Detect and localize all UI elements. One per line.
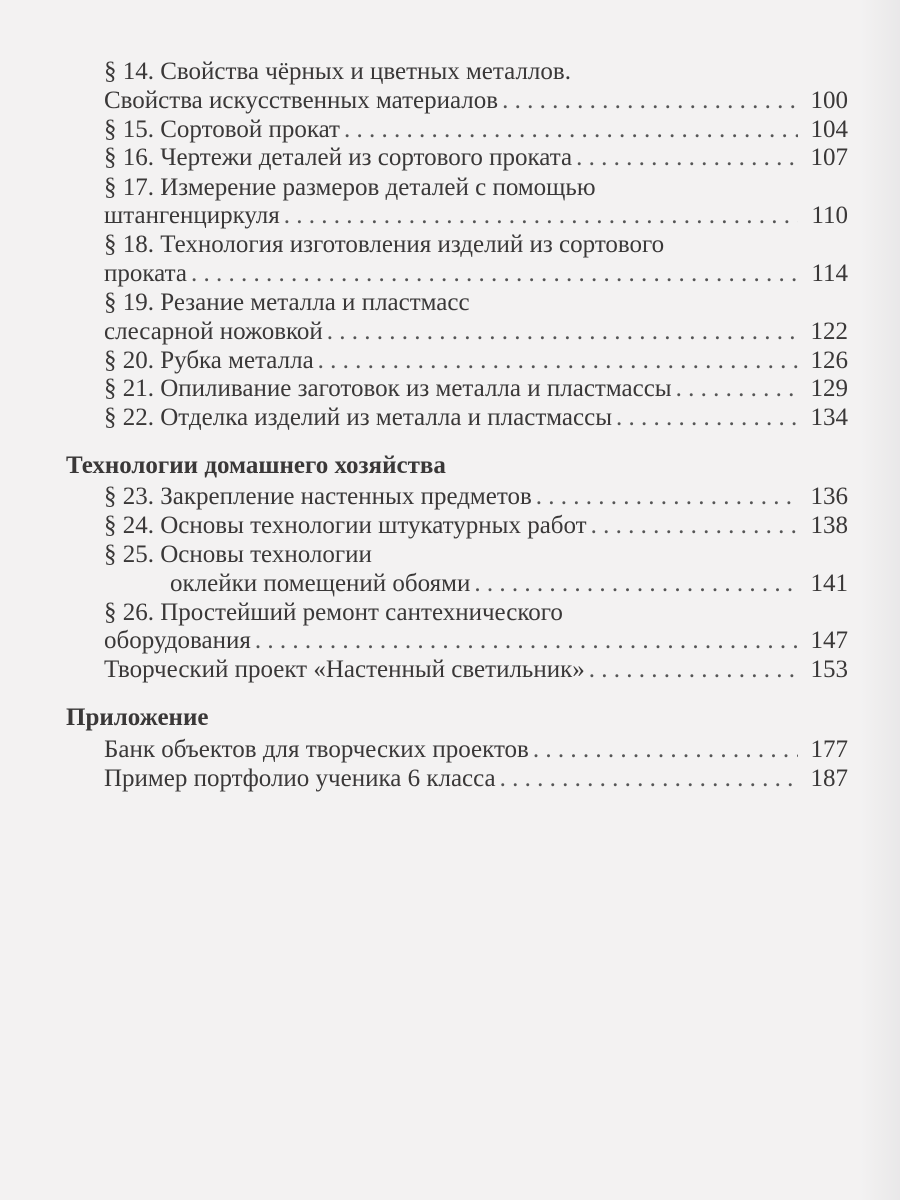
toc-entry-title: § 23. Закрепление настенных предметов	[104, 483, 532, 510]
toc-entry	[104, 403, 848, 433]
toc-page-number: 147	[810, 627, 848, 654]
toc-entry	[104, 288, 848, 318]
toc-page-number: 107	[810, 144, 848, 171]
dot-leader	[589, 655, 798, 685]
toc-entry-title: § 14. Свойства чёрных и цветных металлов.	[104, 58, 571, 85]
dot-leader	[591, 511, 798, 541]
toc-entry	[104, 626, 848, 656]
toc-entry	[104, 764, 848, 794]
toc-entry	[104, 735, 848, 765]
toc-entry-title: § 26. Простейший ремонт сантехнического	[104, 599, 563, 626]
toc-page-number: 122	[810, 318, 848, 345]
dot-leader	[616, 403, 798, 433]
toc-page-number: 104	[810, 116, 848, 143]
toc-page-number: 129	[810, 375, 848, 402]
toc-entry	[104, 511, 848, 541]
toc-entry-title: § 25. Основы технологии	[104, 541, 372, 568]
toc-entry	[104, 655, 848, 685]
dot-leader	[255, 626, 798, 656]
toc-entry	[170, 569, 848, 599]
toc-entry	[104, 86, 848, 116]
toc-entry-title: § 20. Рубка металла	[104, 347, 314, 374]
dot-leader	[284, 201, 798, 231]
toc-page-number: 100	[810, 87, 848, 114]
toc-entry	[104, 115, 848, 145]
dot-leader	[474, 569, 798, 599]
toc-entry-title: Свойства искусственных материалов	[104, 87, 499, 114]
toc-entry-title: слесарной ножовкой	[104, 318, 323, 345]
toc-entry	[104, 173, 848, 203]
toc-entry	[104, 230, 848, 260]
toc-page-number: 138	[810, 512, 848, 539]
dot-leader	[344, 115, 798, 145]
toc-entry	[104, 540, 848, 570]
dot-leader	[327, 317, 798, 347]
toc-entry-title: § 17. Измерение размеров деталей с помощью	[104, 174, 596, 201]
toc-page-number: 187	[810, 765, 848, 792]
dot-leader	[576, 143, 798, 173]
section-heading-appendix: Приложение	[66, 704, 209, 731]
toc-entry	[104, 201, 848, 231]
dot-leader	[500, 764, 798, 794]
toc-entry	[104, 143, 848, 173]
dot-leader	[536, 482, 798, 512]
toc-entry-title: § 18. Технология изготовления изделий из сортового	[104, 231, 665, 258]
dot-leader	[676, 374, 798, 404]
toc-entry	[104, 482, 848, 512]
toc-entry	[104, 346, 848, 376]
toc-entry-title: штангенциркуля	[104, 202, 280, 229]
toc-entry	[104, 259, 848, 289]
toc-page-number: 110	[811, 202, 848, 229]
toc-entry-title: § 22. Отделка изделий из металла и пластмассы	[104, 404, 613, 431]
toc-entry-title: § 19. Резание металла и пластмасс	[104, 289, 470, 316]
toc-entry-title: оборудования	[104, 627, 251, 654]
toc-entry-title: § 24. Основы технологии штукатурных работ	[104, 512, 587, 539]
toc-page-number: 136	[810, 483, 848, 510]
page-edge-shadow	[860, 0, 900, 1200]
toc-page-number: 141	[810, 570, 848, 597]
dot-leader	[318, 346, 798, 376]
toc-entry	[104, 598, 848, 628]
toc-page-number: 114	[811, 260, 848, 287]
dot-leader	[191, 259, 798, 289]
toc-entry-title: Банк объектов для творческих проектов	[104, 736, 529, 763]
toc-page-number: 126	[810, 347, 848, 374]
toc-page-number: 177	[810, 736, 848, 763]
toc-entry-title: оклейки помещений обоями	[170, 570, 471, 597]
dot-leader	[502, 86, 798, 116]
toc-entry-title: § 16. Чертежи деталей из сортового проката	[104, 144, 573, 171]
dot-leader	[533, 735, 798, 765]
toc-entry-title: Пример портфолио ученика 6 класса	[104, 765, 496, 792]
toc-entry-title: проката	[104, 260, 187, 287]
section-heading-household: Технологии домашнего хозяйства	[66, 452, 446, 479]
toc-entry	[104, 374, 848, 404]
toc-entry	[104, 317, 848, 347]
toc-entry	[104, 57, 848, 87]
toc-page-number: 134	[810, 404, 848, 431]
toc-entry-title: § 15. Сортовой прокат	[104, 116, 340, 143]
toc-entry-title: § 21. Опиливание заготовок из металла и пластмассы	[104, 375, 672, 402]
toc-page-number: 153	[810, 656, 848, 683]
toc-entry-title: Творческий проект «Настенный светильник»	[104, 656, 585, 683]
